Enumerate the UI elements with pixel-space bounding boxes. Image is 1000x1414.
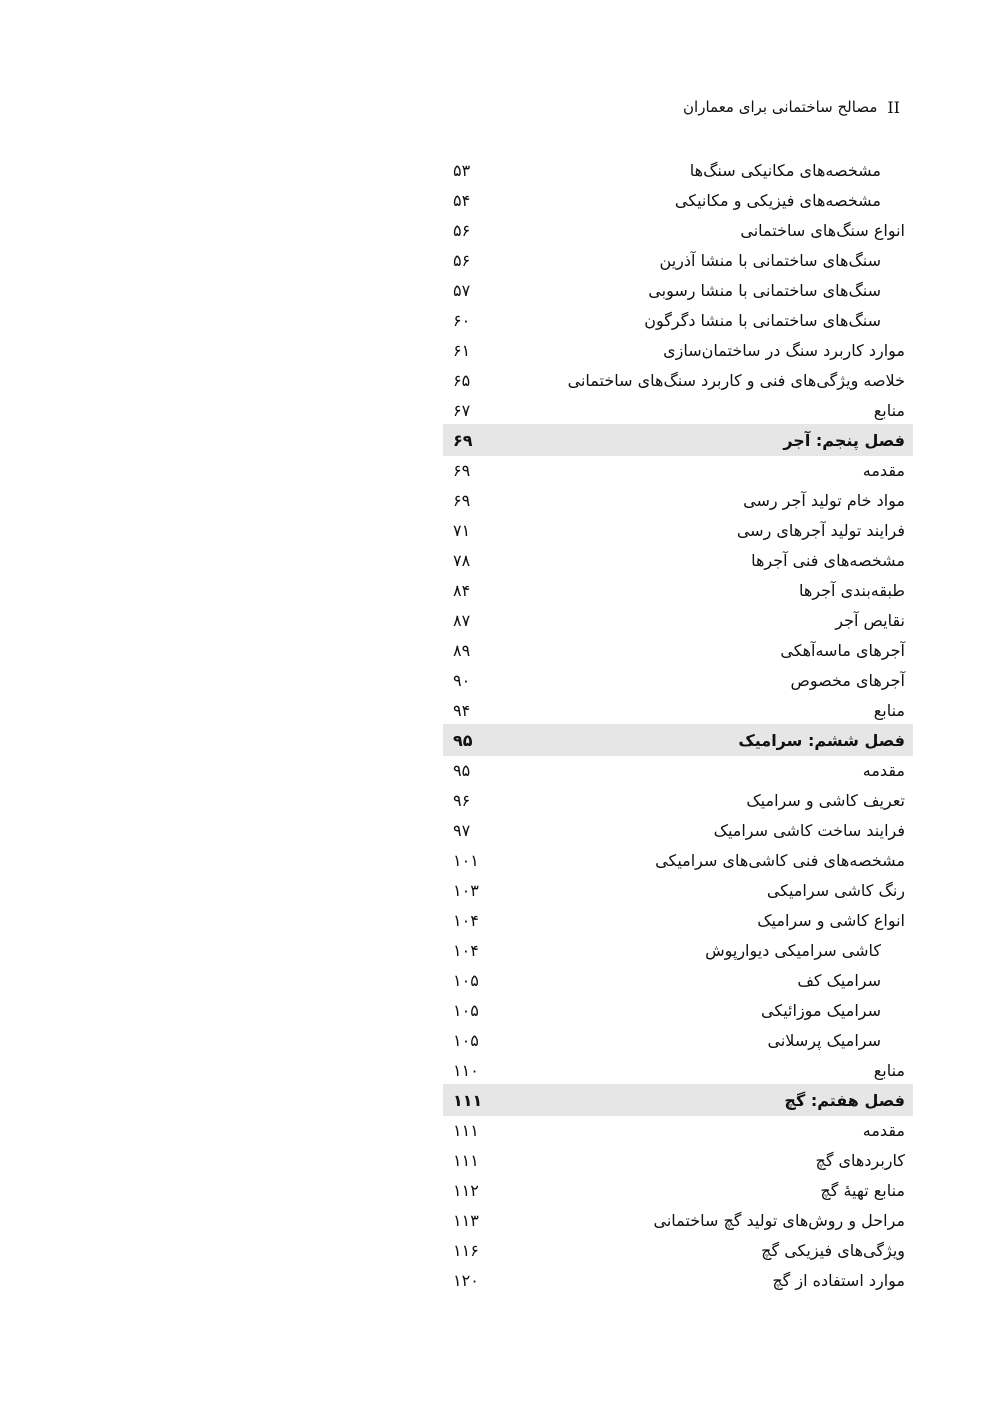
entry-title: سرامیک کف [797,970,881,990]
entry-title: خلاصه ویژگی‌های فنی و کاربرد سنگ‌های ساختمانی [567,370,905,390]
entry-title: مقدمه [862,460,905,480]
entry-title: سرامیک موزائیکی [761,1000,881,1020]
toc-entry-row [443,515,913,545]
page-number-ref: ۱۱۲ [453,1180,479,1200]
entry-title: منابع [873,700,905,720]
entry-title: فرایند ساخت کاشی سرامیک [713,820,905,840]
toc-entry-row [443,185,913,215]
entry-title: کاربردهای گچ [815,1150,905,1170]
toc-entry-row [443,1145,913,1175]
page-number-ref: ۱۰۵ [453,1030,479,1050]
entry-title: مواد خام تولید آجر رسی [743,490,905,510]
entry-title: مراحل و روش‌های تولید گچ ساختمانی [653,1210,905,1230]
entry-title: آجرهای ماسه‌آهکی [780,640,905,660]
page-number-ref: ۸۴ [453,580,471,600]
page-number-ref: ۱۱۶ [453,1240,479,1260]
entry-title: انواع کاشی و سرامیک [757,910,905,930]
toc-entry-row [443,365,913,395]
toc-chapter-row [443,1084,913,1116]
entry-title: سنگ‌های ساختمانی با منشا رسوبی [648,280,881,300]
page-number-ref: ۱۱۱ [453,1090,483,1110]
toc-entry-row [443,1175,913,1205]
toc-entry-row [443,155,913,185]
page-number-ref: ۱۰۴ [453,910,479,930]
page-number-ref: ۹۵ [453,760,471,780]
toc-entry-row [443,1115,913,1145]
page-number-ref: ۶۷ [453,400,471,420]
entry-title: سرامیک پرسلانی [767,1030,881,1050]
page-number-ref: ۶۵ [453,370,471,390]
page-number-ref: ۵۶ [453,250,471,270]
page-number-ref: ۶۹ [453,490,471,510]
toc-entry-row [443,305,913,335]
entry-title: مقدمه [862,760,905,780]
page-number-ref: ۶۱ [453,340,471,360]
entry-title: مشخصه‌های فنی آجرها [751,550,905,570]
toc-entry-row [443,1025,913,1055]
toc-entry-row [443,545,913,575]
toc-entry-row [443,335,913,365]
entry-title: طبقه‌بندی آجرها [799,580,905,600]
entry-title: فرایند تولید آجرهای رسی [736,520,905,540]
entry-title: رنگ کاشی سرامیکی [766,880,905,900]
entry-title: مشخصه‌های فیزیکی و مکانیکی [674,190,881,210]
page-number: II [887,97,900,117]
page-number-ref: ۱۲۰ [453,1270,479,1290]
entry-title: مشخصه‌های مکانیکی سنگ‌ها [689,160,881,180]
toc-entry-row [443,245,913,275]
toc-entry-row [443,215,913,245]
toc-chapter-row [443,424,913,456]
page-number-ref: ۱۱۱ [453,1120,479,1140]
toc-entry-row [443,1235,913,1265]
toc-entry-row [443,455,913,485]
page-number-ref: ۱۱۱ [453,1150,479,1170]
running-title: مصالح ساختمانی برای معماران [683,98,878,116]
entry-title: ویژگی‌های فیزیکی گچ [761,1240,905,1260]
page-number-ref: ۱۰۴ [453,940,479,960]
page-number-ref: ۹۴ [453,700,471,720]
toc-entry-row [443,755,913,785]
toc-entry-row [443,605,913,635]
chapter-title: فصل هفتم: گچ [784,1090,905,1110]
page-number-ref: ۱۱۰ [453,1060,479,1080]
page-number-ref: ۵۶ [453,220,471,240]
page-number-ref: ۵۷ [453,280,471,300]
toc-entry-row [443,395,913,425]
page-number-ref: ۱۰۵ [453,970,479,990]
page-number-ref: ۵۳ [453,160,471,180]
toc-entry-row [443,1205,913,1235]
page-number-ref: ۹۰ [453,670,471,690]
entry-title: موارد استفاده از گچ [772,1270,905,1290]
chapter-title: فصل پنجم: آجر [783,430,905,450]
page-number-ref: ۷۸ [453,550,471,570]
page-number-ref: ۶۹ [453,430,473,450]
page-number-ref: ۱۱۳ [453,1210,479,1230]
toc-entry-row [443,905,913,935]
toc-entry-row [443,485,913,515]
entry-title: انواع سنگ‌های ساختمانی [740,220,905,240]
toc-entry-row [443,1265,913,1295]
entry-title: موارد کاربرد سنگ در ساختمان‌سازی [663,340,905,360]
toc-entry-row [443,875,913,905]
entry-title: مقدمه [862,1120,905,1140]
toc-entry-row [443,695,913,725]
page-number-ref: ۶۰ [453,310,471,330]
entry-title: سنگ‌های ساختمانی با منشا دگرگون [644,310,881,330]
entry-title: منابع [873,1060,905,1080]
entry-title: منابع تهیهٔ گچ [820,1180,905,1200]
page-number-ref: ۷۱ [453,520,471,540]
toc-entry-row [443,635,913,665]
toc-entry-row [443,575,913,605]
entry-title: آجرهای مخصوص [790,670,905,690]
toc-entry-row [443,785,913,815]
page-number-ref: ۱۰۵ [453,1000,479,1020]
entry-title: تعریف کاشی و سرامیک [746,790,905,810]
table-of-contents [443,155,913,1295]
toc-entry-row [443,845,913,875]
page-number-ref: ۸۷ [453,610,471,630]
running-header [600,92,900,122]
page-number-ref: ۱۰۳ [453,880,479,900]
page-number-ref: ۵۴ [453,190,471,210]
chapter-title: فصل ششم: سرامیک [738,730,905,750]
toc-entry-row [443,815,913,845]
toc-entry-row [443,1055,913,1085]
page-number-ref: ۹۵ [453,730,473,750]
page-number-ref: ۹۶ [453,790,471,810]
toc-entry-row [443,665,913,695]
entry-title: سنگ‌های ساختمانی با منشا آذرین [659,250,881,270]
toc-entry-row [443,275,913,305]
toc-entry-row [443,965,913,995]
page-number-ref: ۶۹ [453,460,471,480]
entry-title: کاشی سرامیکی دیوارپوش [705,940,881,960]
entry-title: منابع [873,400,905,420]
page-number-ref: ۹۷ [453,820,471,840]
entry-title: نقایص آجر [835,610,905,630]
page-number-ref: ۸۹ [453,640,471,660]
toc-entry-row [443,995,913,1025]
toc-chapter-row [443,724,913,756]
toc-entry-row [443,935,913,965]
page-number-ref: ۱۰۱ [453,850,479,870]
entry-title: مشخصه‌های فنی کاشی‌های سرامیکی [655,850,905,870]
